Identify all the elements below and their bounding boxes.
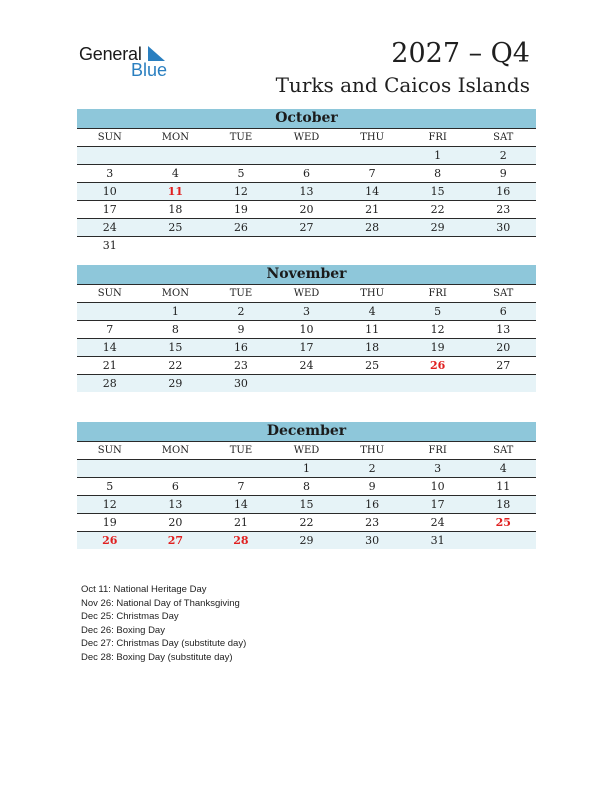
day-cell: 4	[499, 462, 507, 475]
day-cell: 14	[233, 498, 248, 511]
weekday-header-row	[77, 442, 536, 460]
week-row	[77, 201, 536, 219]
day-cell: 25	[365, 359, 380, 372]
day-cell: 26	[233, 221, 248, 234]
day-cell: 4	[171, 167, 179, 180]
day-cell: 30	[233, 377, 248, 390]
day-cell: 24	[102, 221, 117, 234]
week-row	[77, 478, 536, 496]
day-cell: 1	[434, 149, 442, 162]
day-cell: 4	[368, 305, 376, 318]
day-cell: 19	[430, 341, 445, 354]
weekday-label: TUE	[229, 445, 253, 456]
day-cell: 16	[496, 185, 511, 198]
day-cell	[143, 460, 209, 477]
week-row	[77, 321, 536, 339]
weekday-label: FRI	[428, 132, 447, 143]
weekday-label: MON	[161, 445, 189, 456]
day-cell: 19	[233, 203, 248, 216]
weekday-label: THU	[360, 288, 385, 299]
day-cell: 6	[499, 305, 507, 318]
day-cell: 31	[430, 534, 445, 547]
day-cell: 13	[496, 323, 511, 336]
day-cell	[77, 303, 143, 320]
month-october	[77, 109, 536, 254]
weekday-label: WED	[293, 445, 320, 456]
day-cell	[143, 147, 209, 164]
day-cell: 22	[430, 203, 445, 216]
day-cell: 3	[106, 167, 114, 180]
day-cell: 11	[496, 480, 511, 493]
day-cell	[77, 147, 143, 164]
week-row	[77, 514, 536, 532]
day-cell: 23	[496, 203, 511, 216]
day-cell: 31	[102, 239, 117, 252]
week-row	[77, 339, 536, 357]
day-cell: 21	[365, 203, 380, 216]
day-cell: 2	[499, 149, 507, 162]
day-cell: 11	[365, 323, 380, 336]
weekday-label: SUN	[97, 445, 122, 456]
holiday-day-cell: 11	[167, 185, 184, 198]
week-row	[77, 183, 536, 201]
day-cell: 12	[233, 185, 248, 198]
day-cell: 19	[102, 516, 117, 529]
weekday-label: MON	[161, 288, 189, 299]
day-cell: 10	[102, 185, 117, 198]
day-cell: 10	[299, 323, 314, 336]
day-cell: 8	[171, 323, 179, 336]
day-cell: 18	[168, 203, 183, 216]
logo-text-blue: Blue	[131, 60, 168, 80]
holiday-note: Dec 26: Boxing Day	[81, 624, 165, 636]
day-cell: 30	[365, 534, 380, 547]
day-cell: 9	[499, 167, 507, 180]
day-cell: 7	[368, 167, 376, 180]
day-cell: 20	[299, 203, 314, 216]
day-cell: 16	[233, 341, 248, 354]
weekday-label: TUE	[229, 288, 253, 299]
day-cell: 24	[299, 359, 314, 372]
weekday-label: TUE	[229, 132, 253, 143]
holiday-note: Dec 25: Christmas Day	[81, 611, 179, 622]
weekday-label: THU	[360, 445, 385, 456]
day-cell: 6	[171, 480, 179, 493]
weekday-label: FRI	[428, 445, 447, 456]
month-header: November	[77, 265, 536, 285]
day-cell: 7	[106, 323, 114, 336]
day-cell	[274, 237, 340, 254]
day-cell: 15	[299, 498, 314, 511]
week-row	[77, 237, 536, 254]
day-cell: 13	[299, 185, 314, 198]
week-row	[77, 303, 536, 321]
day-cell: 8	[303, 480, 311, 493]
day-cell: 18	[496, 498, 511, 511]
holiday-day-cell: 26	[102, 534, 118, 547]
day-cell	[470, 532, 536, 549]
day-cell: 22	[299, 516, 314, 529]
holiday-note: Dec 28: Boxing Day (substitute day)	[81, 651, 233, 663]
weekday-label: SUN	[97, 288, 122, 299]
weekday-label: SUN	[97, 132, 122, 143]
day-cell: 16	[365, 498, 380, 511]
month-november	[77, 265, 536, 392]
day-cell: 1	[303, 462, 311, 475]
holiday-note: Nov 26: National Day of Thanksgiving	[81, 597, 240, 609]
day-cell: 2	[237, 305, 245, 318]
day-cell: 6	[303, 167, 311, 180]
holiday-day-cell: 27	[167, 534, 184, 547]
holiday-note: Dec 27: Christmas Day (substitute day)	[81, 638, 247, 649]
day-cell: 21	[233, 516, 248, 529]
day-cell: 7	[237, 480, 245, 493]
day-cell: 5	[434, 305, 442, 318]
day-cell	[405, 237, 471, 254]
day-cell: 3	[434, 462, 442, 475]
day-cell: 20	[496, 341, 511, 354]
weekday-label: MON	[161, 132, 189, 143]
day-cell: 8	[434, 167, 442, 180]
day-cell	[339, 147, 405, 164]
month-header: October	[77, 109, 536, 129]
day-cell: 12	[430, 323, 445, 336]
day-cell: 10	[430, 480, 445, 493]
week-row	[77, 147, 536, 165]
day-cell	[339, 237, 405, 254]
logo-text-general: General	[79, 44, 142, 64]
day-cell	[274, 147, 340, 164]
day-cell: 3	[303, 305, 311, 318]
day-cell	[143, 237, 209, 254]
day-cell: 5	[106, 480, 114, 493]
day-cell: 25	[168, 221, 183, 234]
day-cell: 13	[168, 498, 183, 511]
day-cell: 29	[168, 377, 183, 390]
day-cell	[208, 460, 274, 477]
day-cell: 24	[430, 516, 445, 529]
day-cell: 28	[102, 377, 117, 390]
holiday-day-cell: 26	[430, 359, 446, 372]
weekday-label: WED	[293, 132, 320, 143]
day-cell: 14	[365, 185, 380, 198]
day-cell: 5	[237, 167, 245, 180]
day-cell: 2	[368, 462, 376, 475]
day-cell	[77, 460, 143, 477]
generalblue-logo	[79, 44, 189, 80]
day-cell: 1	[171, 305, 179, 318]
month-header: December	[77, 422, 536, 442]
day-cell: 30	[496, 221, 511, 234]
weekday-label: WED	[293, 288, 320, 299]
day-cell: 27	[299, 221, 314, 234]
day-cell: 29	[299, 534, 314, 547]
holiday-notes	[81, 583, 246, 664]
day-cell: 15	[430, 185, 445, 198]
holiday-note: Oct 11: National Heritage Day	[81, 584, 207, 595]
day-cell	[274, 375, 340, 392]
day-cell: 12	[102, 498, 117, 511]
weekday-label: THU	[360, 132, 385, 143]
holiday-day-cell: 28	[233, 534, 249, 547]
day-cell: 17	[102, 203, 117, 216]
page-subtitle: Turks and Caicos Islands	[275, 73, 530, 97]
week-row	[77, 165, 536, 183]
weekday-label: FRI	[428, 288, 447, 299]
weekday-header-row	[77, 285, 536, 303]
day-cell: 22	[168, 359, 183, 372]
page-title: 2027 – Q4	[391, 38, 530, 69]
day-cell: 9	[237, 323, 245, 336]
day-cell: 27	[496, 359, 511, 372]
day-cell: 17	[299, 341, 314, 354]
day-cell	[470, 375, 536, 392]
week-row	[77, 460, 536, 478]
day-cell: 23	[233, 359, 248, 372]
weekday-header-row	[77, 129, 536, 147]
week-row	[77, 375, 536, 392]
day-cell: 21	[102, 359, 117, 372]
day-cell: 28	[365, 221, 380, 234]
week-row	[77, 219, 536, 237]
day-cell: 17	[430, 498, 445, 511]
day-cell: 29	[430, 221, 445, 234]
week-row	[77, 496, 536, 514]
day-cell: 15	[168, 341, 183, 354]
week-row	[77, 532, 536, 549]
day-cell	[339, 375, 405, 392]
day-cell: 9	[368, 480, 376, 493]
day-cell: 20	[168, 516, 183, 529]
weekday-label: SAT	[493, 445, 514, 456]
day-cell: 23	[365, 516, 380, 529]
day-cell: 18	[365, 341, 380, 354]
day-cell	[208, 237, 274, 254]
day-cell	[470, 237, 536, 254]
weekday-label: SAT	[493, 132, 514, 143]
week-row	[77, 357, 536, 375]
day-cell: 14	[102, 341, 117, 354]
weekday-label: SAT	[493, 288, 514, 299]
day-cell	[208, 147, 274, 164]
month-december	[77, 422, 536, 549]
day-cell	[405, 375, 471, 392]
holiday-day-cell: 25	[495, 516, 511, 529]
